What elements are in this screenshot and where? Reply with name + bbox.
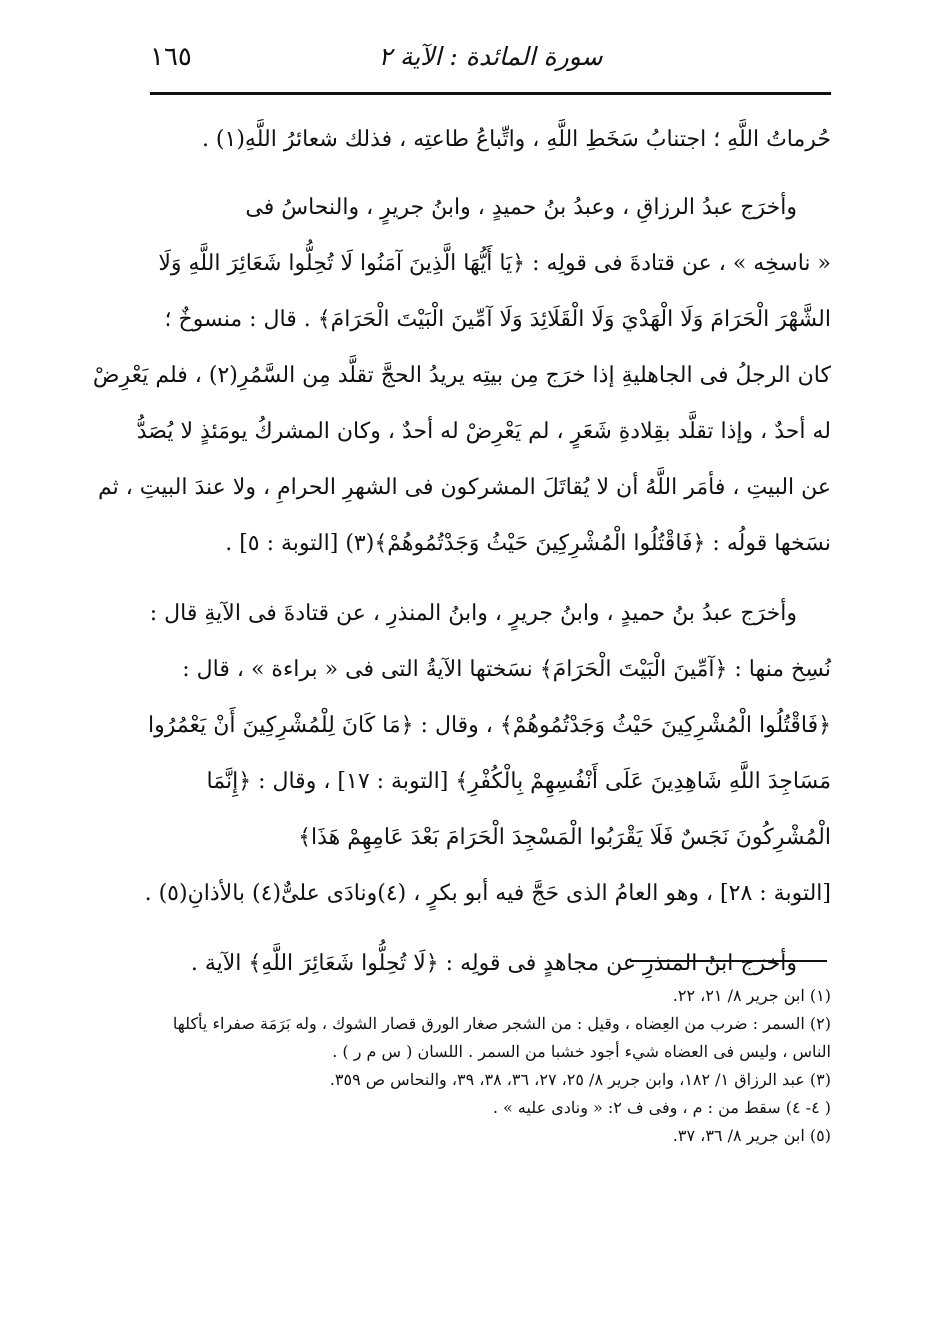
footnote-5: (٥) ابن جرير ٨/ ٣٦، ٣٧. (672, 1126, 831, 1145)
footnotes (140, 982, 831, 1150)
footnote-4: ( ٤- ٤) سقط من : م ، وفى ف ٢: « ونادى عليه » . (492, 1098, 831, 1117)
paragraph-1 (150, 112, 831, 168)
page-number: ١٦٥ (150, 42, 192, 72)
text-line: نُسِخ منها : ﴿آمِّينَ الْبَيْتَ الْحَرَامَ﴾ نسَختها الآيةُ التى فى « براءة » ، قال : (182, 657, 831, 682)
footnote-2: (٢) السمر : ضرب من العِضاه ، وقيل : من الشجر صغار الورق قصار الشوك ، وله بَرَمَة صفراء يأكلها (172, 1014, 831, 1033)
footnote-2-continued: الناس ، وليس فى العضاه شيء أجود خشبا من السمر . اللسان ( س م ر ) . (332, 1042, 831, 1061)
text-line: الشَّهْرَ الْحَرَامَ وَلَا الْهَدْيَ وَلَا الْقَلَائِدَ وَلَا آمِّينَ الْبَيْتَ الْحَرَامَ﴾ . قال : منسوخٌ ؛ (164, 307, 831, 332)
text-line: الْمُشْرِكُونَ نَجَسٌ فَلَا يَقْرَبُوا الْمَسْجِدَ الْحَرَامَ بَعْدَ عَامِهِمْ هَذَا﴾ (298, 825, 831, 850)
text-line: مَسَاجِدَ اللَّهِ شَاهِدِينَ عَلَى أَنْفُسِهِمْ بِالْكُفْرِ﴾ [التوبة : ١٧] ، وقال : ﴿إِنَّمَا (206, 769, 831, 794)
text-line: كان الرجلُ فى الجاهليةِ إذا خرَج مِن بيتِه يريدُ الحجَّ تقلَّد مِن السَّمُرِ(٢) ، فلم يَعْرِضْ (92, 363, 831, 388)
footnote-1: (١) ابن جرير ٨/ ٢١، ٢٢. (672, 986, 831, 1005)
text-line: وأخرَج ابنُ المنذرِ عن مجاهدٍ فى قولِه : ﴿لَا تُحِلُّوا شَعَائِرَ اللَّهِ﴾ الآية . (190, 951, 797, 976)
main-text (92, 112, 831, 1006)
footnote-rule (630, 960, 827, 962)
text-line: حُرماتُ اللَّهِ ؛ اجتنابُ سَخَطِ اللَّهِ ، واتِّباعُ طاعتِه ، فذلك شعائرُ اللَّهِ(١) . (201, 127, 831, 152)
footnote-3: (٣) عبد الرزاق ١/ ١٨٢، وابن جرير ٨/ ٢٥، ٢٧، ٣٦، ٣٨، ٣٩، والنحاس ص ٣٥٩. (329, 1070, 831, 1089)
header-rule (150, 92, 831, 95)
text-line: نسَخها قولُه : ﴿فَاقْتُلُوا الْمُشْرِكِينَ حَيْثُ وَجَدْتُمُوهُمْ﴾(٣) [التوبة : ٥] . (225, 531, 831, 556)
paragraph-3 (144, 586, 831, 922)
text-line: عن البيتِ ، فأمَر اللَّهُ أن لا يُقاتَلَ المشركون فى الشهرِ الحرامِ ، ولا عندَ البيتِ ، ثم (97, 475, 831, 500)
paragraph-2 (92, 180, 831, 572)
text-line: ﴿فَاقْتُلُوا الْمُشْرِكِينَ حَيْثُ وَجَدْتُمُوهُمْ﴾ ، وقال : ﴿مَا كَانَ لِلْمُشْرِكِينَ أَنْ يَعْمُرُوا (147, 713, 831, 738)
text-line: وأخرَج عبدُ الرزاقِ ، وعبدُ بنُ حميدٍ ، وابنُ جريرٍ ، والنحاسُ فى (245, 195, 797, 220)
text-line: « ناسخِه » ، عن قتادةَ فى قولِه : ﴿يَا أَيُّهَا الَّذِينَ آمَنُوا لَا تُحِلُّوا شَعَائِرَ اللَّهِ وَلَا (158, 251, 831, 276)
text-line: وأخرَج عبدُ بنُ حميدٍ ، وابنُ جريرٍ ، وابنُ المنذرِ ، عن قتادةَ فى الآيةِ قال : (149, 601, 797, 626)
running-title: سورة المائدة : الآية ٢ (378, 42, 603, 71)
text-line: [التوبة : ٢٨] ، وهو العامُ الذى حَجَّ فيه أبو بكرٍ ، (٤)ونادَى علىٌّ(٤) بالأذانِ(٥) . (144, 881, 831, 906)
page-header (150, 40, 831, 90)
text-line: له أحدٌ ، وإذا تقلَّد بقِلادةِ شَعَرٍ ، لم يَعْرِضْ له أحدٌ ، وكان المشركُ يومَئذٍ لا يُصَدُّ (136, 419, 831, 444)
